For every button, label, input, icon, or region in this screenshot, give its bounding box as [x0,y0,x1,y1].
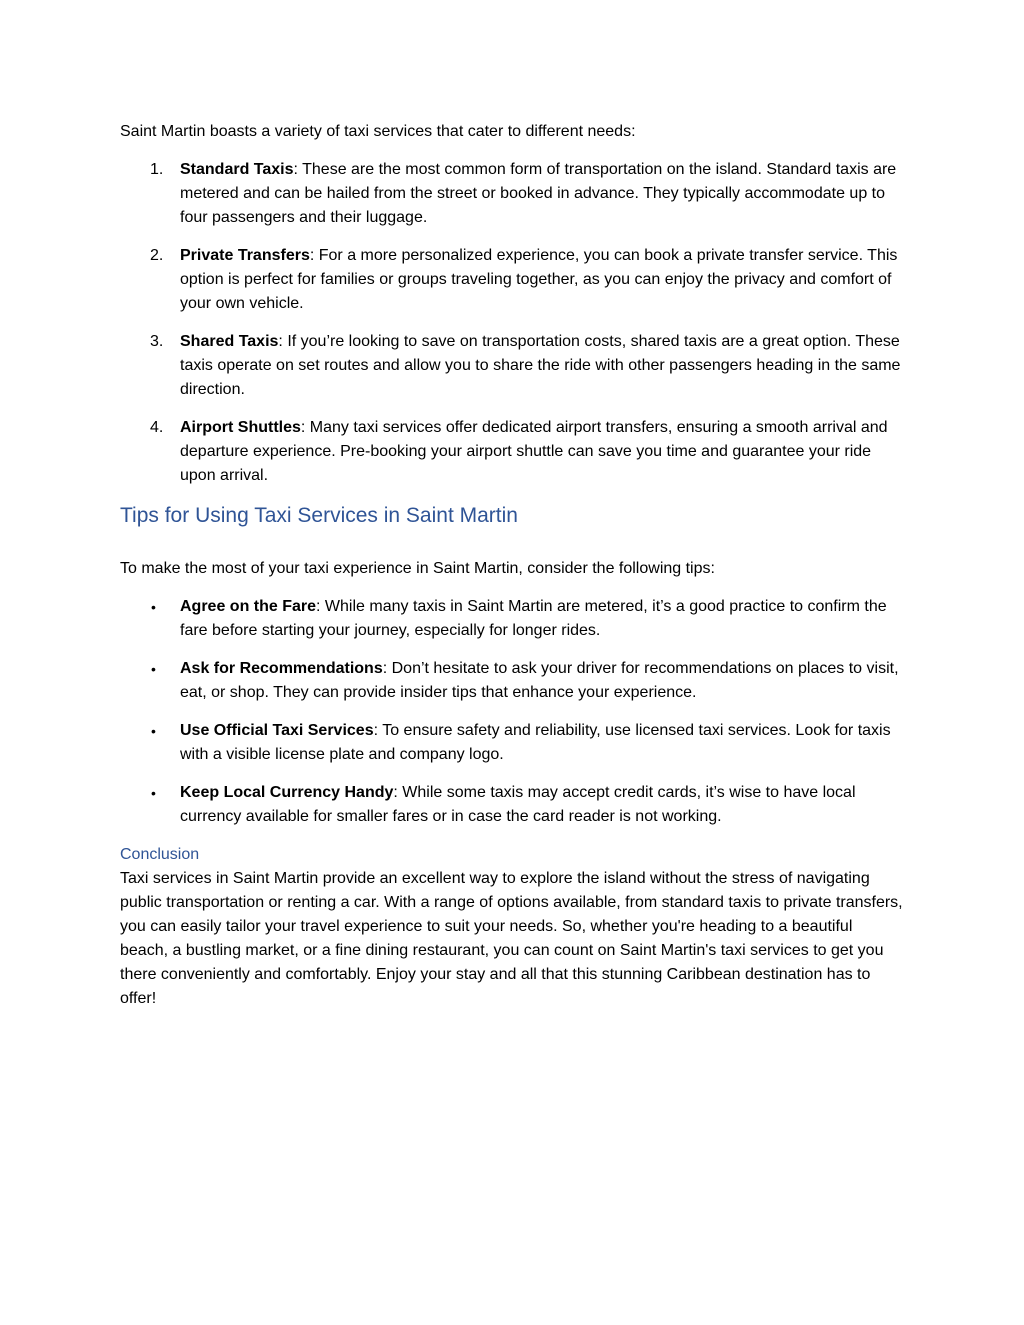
list-item-term: Agree on the Fare [180,598,317,615]
bullet-icon: • [151,723,156,739]
list-item-term: Ask for Recommendations [180,660,383,677]
list-item [120,244,904,316]
list-number: 3. [150,333,164,350]
list-item-text: : Many taxi services offer dedicated airport transfers, ensuring a smooth arrival and departure experience. Pre-booking your airport shuttle can save you time and guarantee your ride upon arrival. [180,419,888,484]
list-item [120,330,904,402]
bullet-icon: • [151,661,156,677]
list-item-term: Keep Local Currency Handy [180,784,394,801]
list-item-text: : To ensure safety and reliability, use licensed taxi services. Look for taxis with a visible license plate and company logo. [180,722,891,763]
list-item-text: : For a more personalized experience, you can book a private transfer service. This option is perfect for families or groups traveling together, as you can enjoy the privacy and comfort of your own vehicle. [180,247,898,312]
list-item [120,781,904,829]
list-item [120,158,904,230]
list-number: 1. [150,161,164,178]
list-item [120,595,904,643]
list-item-text: : These are the most common form of transportation on the island. Standard taxis are metered and can be hailed from the street or booked in advance. They typically accommodate up to four passengers and their luggage. [180,161,897,226]
tips-list [120,595,904,829]
list-item-term: Shared Taxis [180,333,279,350]
list-item-term: Private Transfers [180,247,310,264]
intro-paragraph: Saint Martin boasts a variety of taxi services that cater to different needs: [120,123,636,140]
list-item [120,657,904,705]
list-item [120,416,904,488]
list-item-term: Standard Taxis [180,161,294,178]
bullet-icon: • [151,599,156,615]
list-item-text: : While many taxis in Saint Martin are metered, it’s a good practice to confirm the fare before starting your journey, especially for longer rides. [180,598,887,639]
taxi-types-list [120,158,904,488]
list-number: 2. [150,247,164,264]
conclusion-heading: Conclusion [120,846,200,863]
list-number: 4. [150,419,164,436]
list-item-text: : While some taxis may accept credit cards, it’s wise to have local currency available for smaller fares or in case the card reader is not working. [180,784,856,825]
tips-intro-paragraph: To make the most of your taxi experience in Saint Martin, consider the following tips: [120,560,715,577]
list-item-text: : If you’re looking to save on transportation costs, shared taxis are a great option. These taxis operate on set routes and allow you to share the ride with other passengers heading in the same direction. [180,333,901,398]
tips-heading: Tips for Using Taxi Services in Saint Martin [120,504,518,527]
list-item-term: Use Official Taxi Services [180,722,374,739]
list-item [120,719,904,767]
conclusion-paragraph: Taxi services in Saint Martin provide an excellent way to explore the island without the stress of navigating public transportation or renting a car. With a range of options available, from standard taxis to private transfers, you can easily tailor your travel experience to suit your needs. So, whether you're heading to a beautiful beach, a bustling market, or a fine dining restaurant, you can count on Saint Martin's taxi services to get you there conveniently and comfortably. Enjoy your stay and all that this stunning Caribbean destination has to offer! [120,870,903,1007]
list-item-text: : Don’t hesitate to ask your driver for recommendations on places to visit, eat, or shop. They can provide insider tips that enhance your experience. [180,660,899,701]
bullet-icon: • [151,785,156,801]
list-item-term: Airport Shuttles [180,419,301,436]
